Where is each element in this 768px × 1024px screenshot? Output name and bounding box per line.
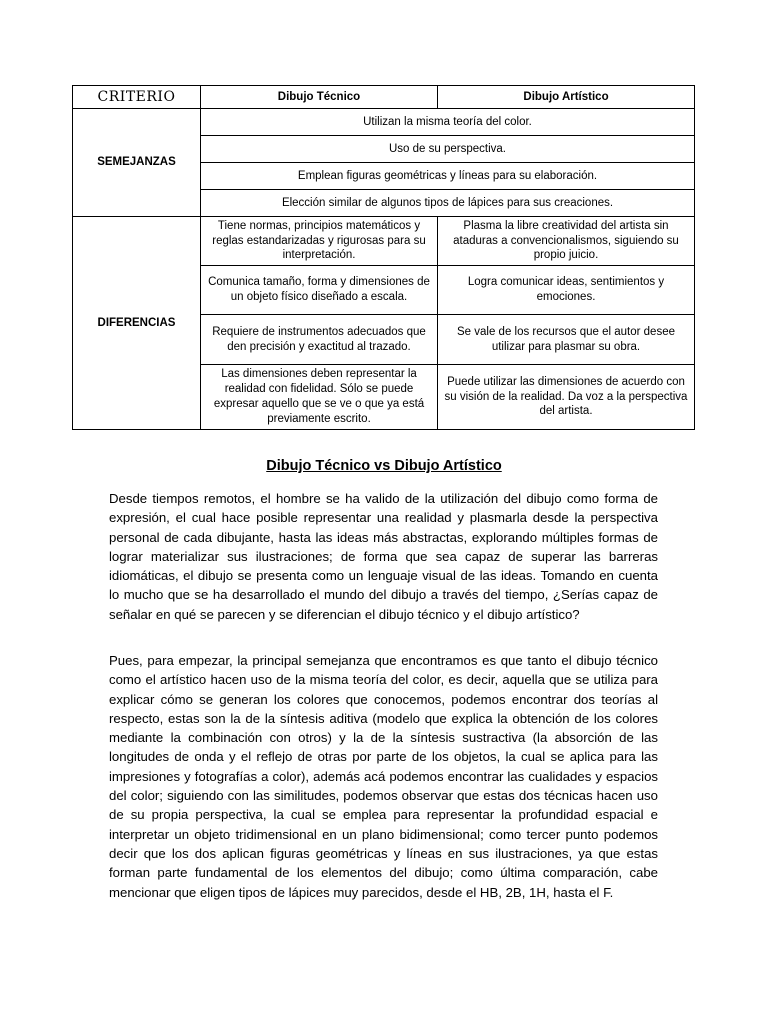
- table-header-row: [73, 86, 695, 109]
- header-dibujo-tecnico: Dibujo Técnico: [201, 86, 438, 109]
- semejanza-cell: Uso de su perspectiva.: [201, 136, 695, 163]
- semejanza-cell: Emplean figuras geométricas y líneas para su elaboración.: [201, 163, 695, 190]
- diferencias-label: DIFERENCIAS: [73, 217, 201, 430]
- diferencia-tecnico-cell: Comunica tamaño, forma y dimensiones de un objeto físico diseñado a escala.: [201, 266, 438, 315]
- document-title: Dibujo Técnico vs Dibujo Artístico: [266, 458, 502, 474]
- comparison-table: [72, 85, 695, 430]
- diferencia-artistico-cell: Se vale de los recursos que el autor desee utilizar para plasmar su obra.: [438, 315, 695, 365]
- table-row: [73, 109, 695, 136]
- diferencia-tecnico-cell: Tiene normas, principios matemáticos y reglas estandarizadas y rigurosas para su interpretación.: [201, 217, 438, 266]
- semejanza-cell: Utilizan la misma teoría del color.: [201, 109, 695, 136]
- header-dibujo-artistico: Dibujo Artístico: [438, 86, 695, 109]
- semejanzas-label: SEMEJANZAS: [73, 109, 201, 217]
- diferencia-tecnico-cell: Las dimensiones deben representar la realidad con fidelidad. Sólo se puede expresar aquello que se ve o que ya está previamente escrito.: [201, 365, 438, 430]
- diferencia-tecnico-cell: Requiere de instrumentos adecuados que den precisión y exactitud al trazado.: [201, 315, 438, 365]
- paragraph-semejanzas: Pues, para empezar, la principal semejanza que encontramos es que tanto el dibujo técnico como el artístico hacen uso de la misma teoría del color, es decir, aquella que se utiliza para explicar cómo se generan los colores que conocemos, podemos encontrar dos teorías al respecto, estas son la de la síntesis aditiva (modelo que explica la obtención de los colores mediante la combinación con otros) y la de la síntesis sustractiva (la absorción de las longitudes de onda y el reflejo de otras por parte de los objetos, la cual se aplica para las impresiones y fotografías a color), además acá podemos encontrar las cualidades y espacios del color; siguiendo con las similitudes, podemos observar que estas dos técnicas hacen uso de su propia perspectiva, la cual se emplea para representar la profundidad espacial e interpretar un objeto tridimensional en un plano bidimensional; como tercer punto podemos decir que los dos aplican figuras geométricas y líneas en sus ilustraciones, ya que estas forman parte fundamental de los elementos del dibujo; como última comparación, cabe mencionar que eligen tipos de lápices muy parecidos, desde el HB, 2B, 1H, hasta el F.: [109, 653, 658, 900]
- semejanza-cell: Elección similar de algunos tipos de lápices para sus creaciones.: [201, 190, 695, 217]
- header-criterio: CRITERIO: [73, 86, 201, 109]
- diferencia-artistico-cell: Logra comunicar ideas, sentimientos y emociones.: [438, 266, 695, 315]
- table-row: [73, 217, 695, 266]
- diferencia-artistico-cell: Puede utilizar las dimensiones de acuerdo con su visión de la realidad. Da voz a la perspectiva del artista.: [438, 365, 695, 430]
- diferencia-artistico-cell: Plasma la libre creatividad del artista sin ataduras a convencionalismos, siguiendo su propio juicio.: [438, 217, 695, 266]
- paragraph-intro: Desde tiempos remotos, el hombre se ha valido de la utilización del dibujo como forma de expresión, el cual hace posible representar una realidad y plasmarla desde la perspectiva personal de cada dibujante, hasta las ideas más abstractas, explorando múltiples formas de lograr materializar sus ilustraciones; de forma que sea capaz de superar las barreras idiomáticas, el dibujo se presenta como un lenguaje visual de las ideas. Tomando en cuenta lo mucho que se ha desarrollado el mundo del dibujo a través del tiempo, ¿Serías capaz de señalar en qué se parecen y se diferencian el dibujo técnico y el dibujo artístico?: [109, 491, 658, 622]
